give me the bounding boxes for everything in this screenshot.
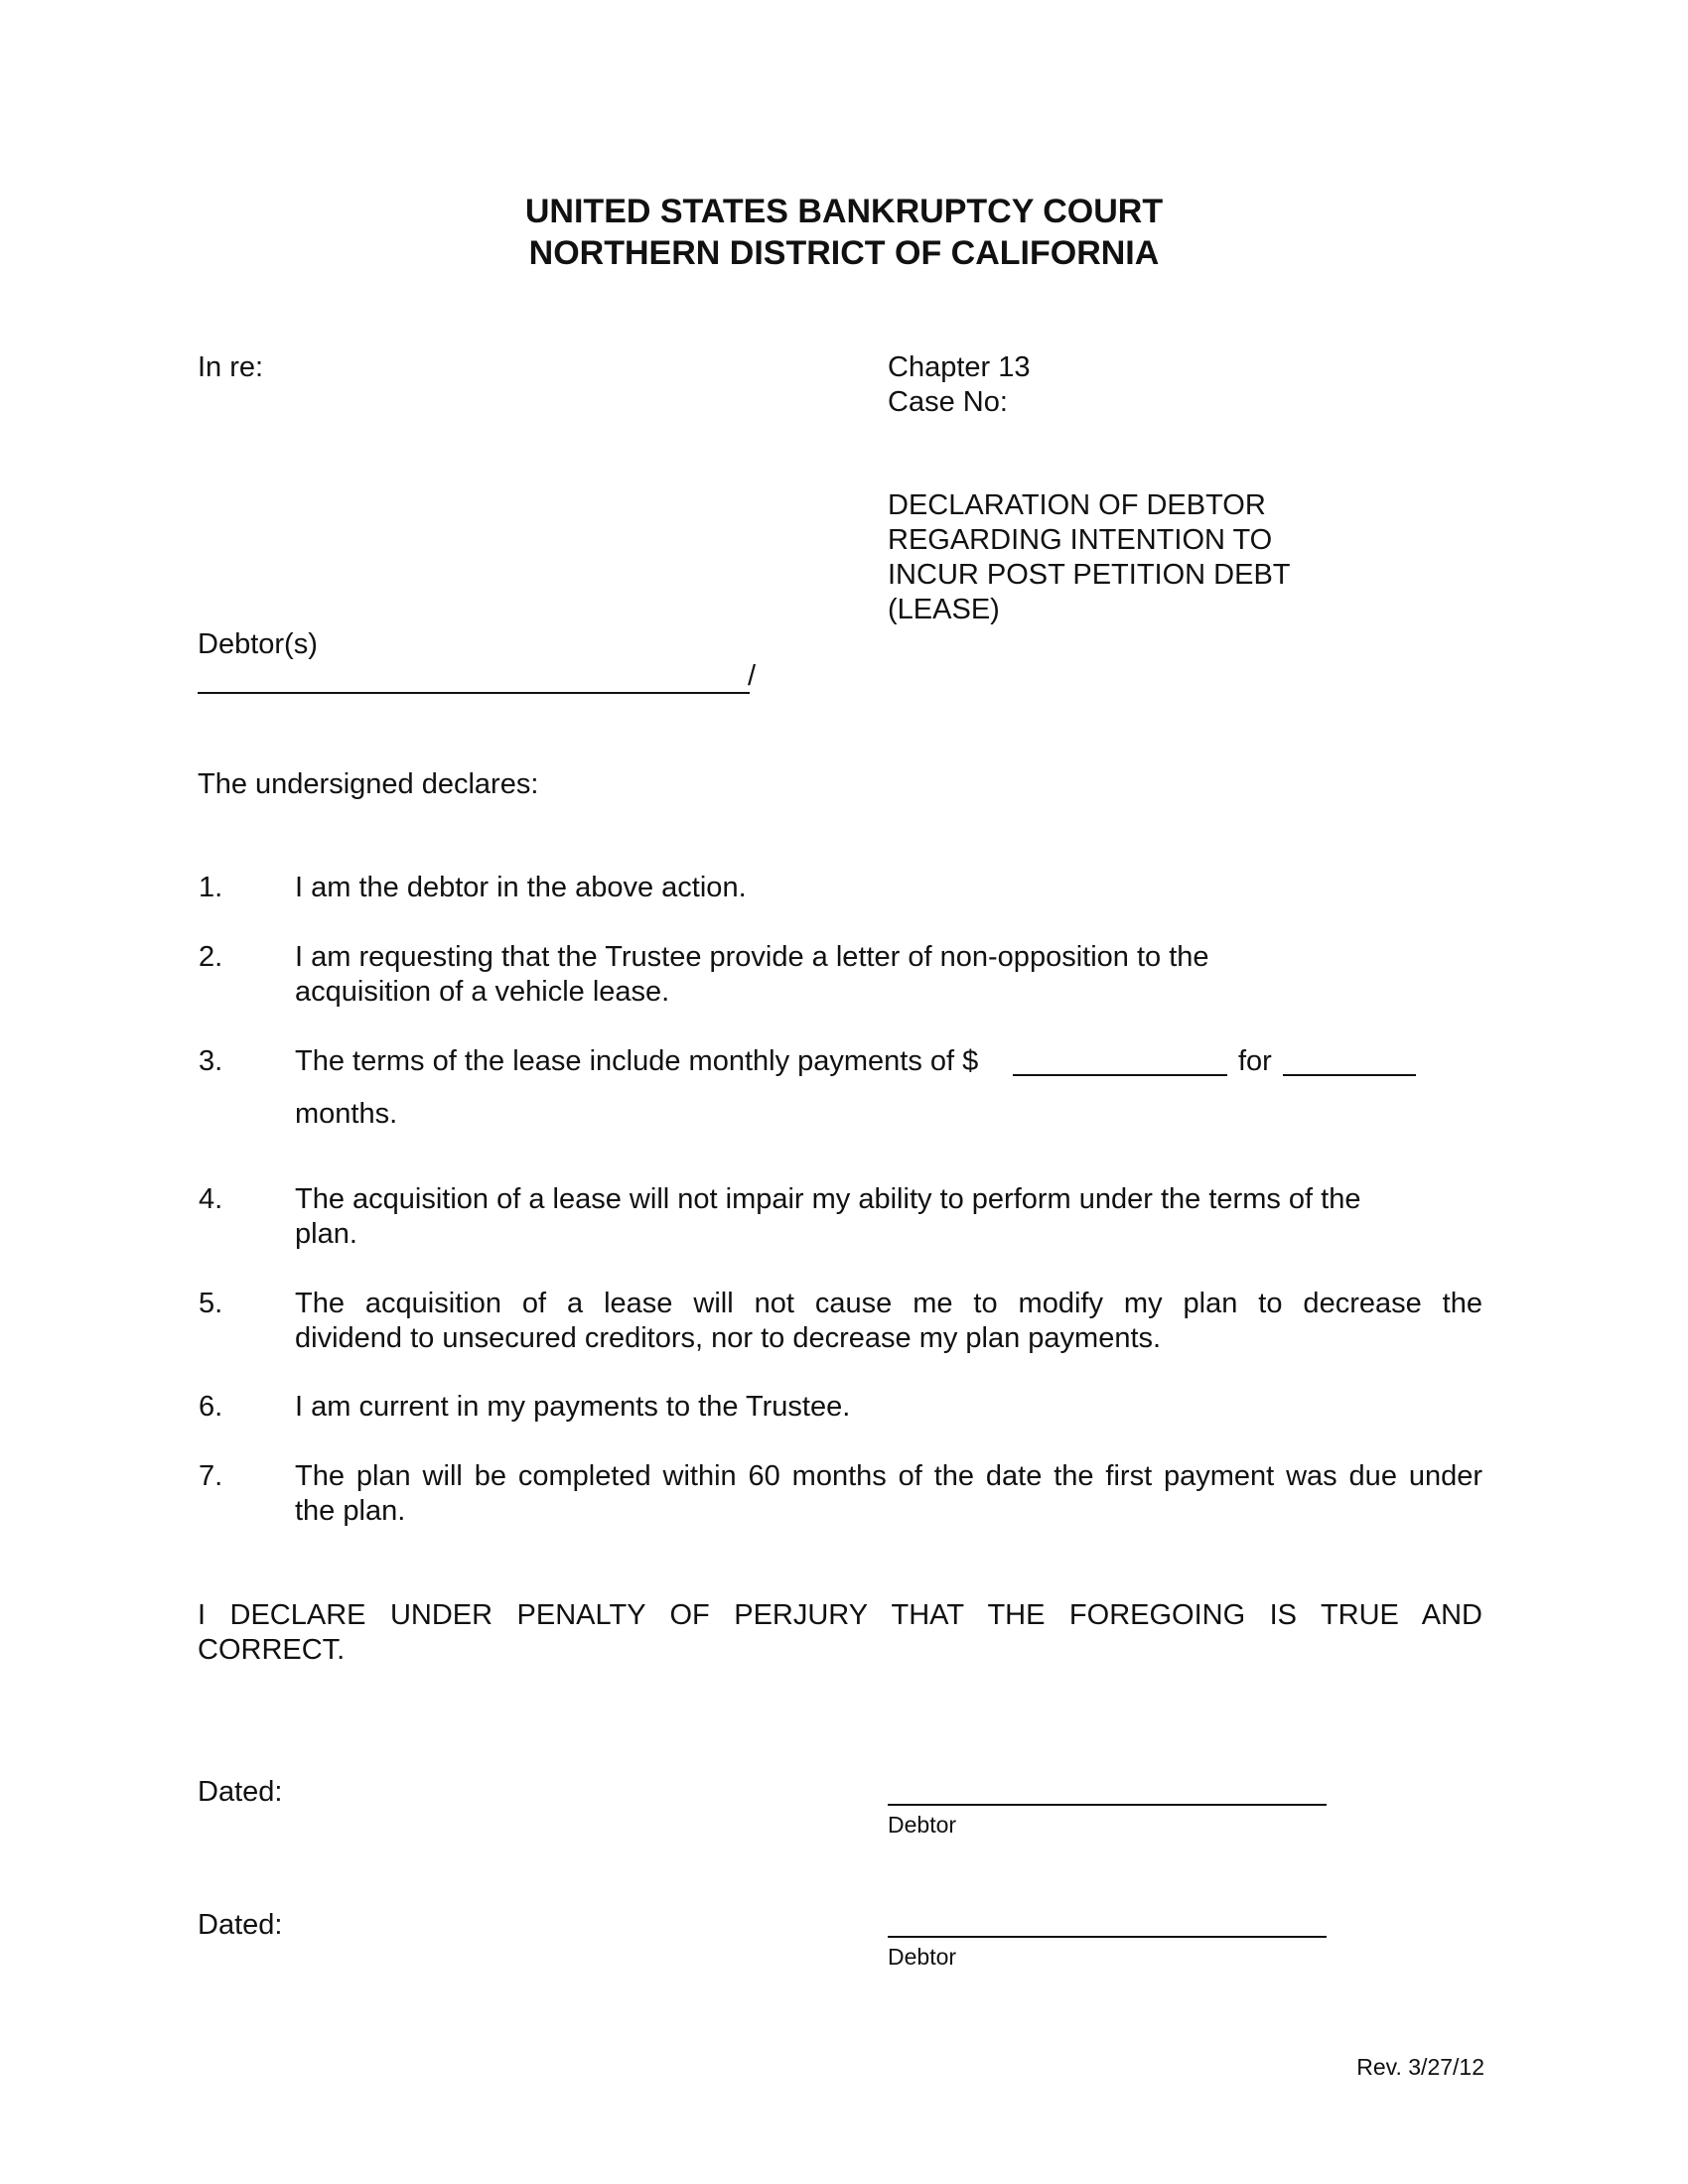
item-text xyxy=(295,940,1482,1010)
item-text xyxy=(295,1287,1482,1356)
document-title-line: DECLARATION OF DEBTOR xyxy=(888,489,1266,521)
perjury-declaration-line: CORRECT. xyxy=(198,1634,346,1666)
perjury-declaration xyxy=(198,1598,1482,1668)
court-title-line-2: NORTHERN DISTRICT OF CALIFORNIA xyxy=(528,234,1160,272)
item-text xyxy=(295,1182,1482,1252)
document-title-line: INCUR POST PETITION DEBT xyxy=(888,559,1291,591)
item-text-for: for xyxy=(1238,1045,1272,1077)
item-number: 7. xyxy=(199,1460,223,1492)
item-text-line: plan. xyxy=(295,1218,357,1250)
debtor-signature-line[interactable] xyxy=(888,1936,1327,1938)
item-number: 4. xyxy=(199,1183,223,1215)
revision-date: Rev. 3/27/12 xyxy=(1356,2054,1484,2080)
dated-label: Dated: xyxy=(198,1909,283,1941)
item-number: 5. xyxy=(199,1288,223,1319)
item-text: I am current in my payments to the Trustee. xyxy=(295,1391,851,1423)
document-title xyxy=(888,488,1291,627)
signer-label: Debtor xyxy=(888,1944,957,1970)
debtor-name-line[interactable] xyxy=(198,659,757,695)
item-number: 3. xyxy=(199,1045,223,1077)
item-text-line: acquisition of a vehicle lease. xyxy=(295,976,670,1008)
months-blank[interactable] xyxy=(1283,1074,1416,1076)
item-number: 1. xyxy=(199,872,223,903)
chapter-label: Chapter 13 xyxy=(888,351,1031,383)
debtor-signature-line[interactable] xyxy=(888,1804,1327,1806)
item-text-months: months. xyxy=(295,1098,398,1130)
dated-label: Dated: xyxy=(198,1776,283,1808)
intro-text: The undersigned declares: xyxy=(198,768,539,800)
item-number: 6. xyxy=(199,1391,223,1423)
item-number: 2. xyxy=(199,941,223,973)
monthly-payment-blank[interactable] xyxy=(1013,1074,1227,1076)
item-text: The terms of the lease include monthly payments of $ xyxy=(295,1045,979,1077)
signer-label: Debtor xyxy=(888,1812,957,1838)
item-text-line: I am requesting that the Trustee provide a letter of non-opposition to the xyxy=(295,941,1209,973)
item-text-line: The plan will be completed within 60 months of the date the first payment was due under xyxy=(295,1460,1482,1492)
document-title-line: (LEASE) xyxy=(888,594,1000,625)
caption-slash: / xyxy=(748,660,757,692)
item-text: I am the debtor in the above action. xyxy=(295,872,747,903)
item-text-line: the plan. xyxy=(295,1495,406,1527)
debtors-label: Debtor(s) xyxy=(198,628,318,660)
item-text xyxy=(295,1459,1482,1529)
document-title-line: REGARDING INTENTION TO xyxy=(888,524,1273,556)
perjury-declaration-line: I DECLARE UNDER PENALTY OF PERJURY THAT THE FOREGOING IS TRUE AND xyxy=(198,1599,1482,1631)
in-re-label: In re: xyxy=(198,351,264,383)
item-text-line: dividend to unsecured creditors, nor to decrease my plan payments. xyxy=(295,1322,1162,1354)
court-title-line-1: UNITED STATES BANKRUPTCY COURT xyxy=(524,193,1164,230)
item-text-line: The acquisition of a lease will not impair my ability to perform under the terms of the xyxy=(295,1183,1361,1215)
case-number-label: Case No: xyxy=(888,386,1008,418)
item-text-line: The acquisition of a lease will not cause me to modify my plan to decrease the xyxy=(295,1288,1482,1319)
